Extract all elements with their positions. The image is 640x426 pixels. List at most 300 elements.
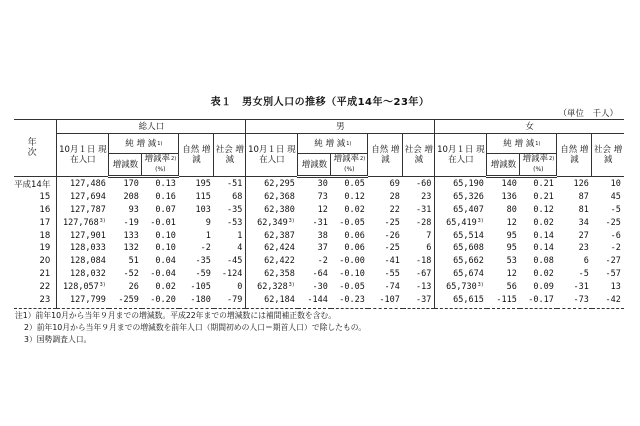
social-header [214, 134, 246, 177]
total-cell [109, 204, 142, 217]
total-value: -53 [226, 217, 243, 228]
natural-header [179, 134, 214, 177]
net-note: 1) [535, 140, 541, 147]
total-value: -51 [226, 178, 243, 189]
rate-header [520, 154, 557, 177]
year-header-label: 年 次 [27, 138, 58, 158]
total-value: -45 [226, 256, 243, 267]
total-cell [57, 242, 109, 255]
female-cell [435, 229, 487, 242]
census-note: 3) [99, 217, 106, 224]
male-cell [298, 280, 331, 293]
male-cell [298, 177, 331, 191]
social-label: 社会 増減 [404, 145, 433, 165]
count-label: 増減数 [301, 159, 328, 170]
group-label: 総人口 [138, 121, 165, 132]
total-cell [109, 280, 142, 293]
male-value: -13 [415, 281, 432, 292]
male-cell [246, 177, 298, 191]
male-value: -64 [312, 268, 328, 279]
male-value: 0.12 [344, 192, 365, 203]
male-cell [331, 255, 368, 268]
female-cell [520, 255, 557, 268]
total-cell [179, 191, 214, 204]
female-cell [520, 177, 557, 191]
year-cell: 23 [14, 293, 57, 308]
male-value: -26 [384, 230, 400, 241]
female-value: 65,419 [446, 217, 477, 228]
total-value: 1 [205, 230, 211, 241]
female-value: -6 [610, 230, 621, 241]
table-title: 表１ 男女別人口の推移（平成14年～23年） [210, 97, 430, 108]
female-value: -5 [578, 268, 589, 279]
year-cell: 22 [14, 280, 57, 293]
female-cell [557, 268, 592, 281]
female-value: 0.02 [533, 268, 554, 279]
total-cell [179, 229, 214, 242]
male-value: 0.06 [344, 243, 365, 254]
total-cell [214, 191, 246, 204]
female-cell [557, 204, 592, 217]
table-row [14, 229, 624, 242]
total-value: -0.01 [150, 217, 176, 228]
total-value: -19 [123, 217, 139, 228]
female-cell [487, 229, 520, 242]
female-value: -42 [605, 294, 621, 305]
female-cell [487, 255, 520, 268]
total-value: 128,057 [62, 281, 99, 292]
note-2: 2）前年10月から当年９月までの増減数を前年人口（期間初めの人口＝期首人口）で除したもの。 [24, 323, 367, 332]
total-value: 68 [232, 192, 243, 203]
unit-label: （単位 千人） [558, 109, 618, 119]
male-cell [246, 204, 298, 217]
female-value: 12 [506, 217, 517, 228]
female-cell [520, 293, 557, 308]
total-cell [214, 280, 246, 293]
male-cell [403, 293, 435, 308]
female-value: 0.12 [533, 204, 554, 215]
male-cell [403, 255, 435, 268]
total-cell [57, 177, 109, 191]
male-value: -2 [317, 256, 328, 267]
male-value: 62,368 [264, 192, 295, 203]
female-cell [520, 204, 557, 217]
female-value: 65,615 [453, 294, 484, 305]
male-cell [331, 293, 368, 308]
natural-label: 自然 増減 [182, 145, 211, 165]
total-value: 127,694 [70, 192, 106, 203]
rate-note: 2) [171, 156, 177, 162]
female-value: 0.14 [533, 243, 554, 254]
total-value: 127,799 [70, 294, 106, 305]
male-value: 62,387 [264, 230, 295, 241]
male-value: -18 [415, 256, 432, 267]
male-cell [403, 177, 435, 191]
total-value: 103 [195, 204, 211, 215]
male-value: 0.02 [344, 204, 365, 215]
total-value: -180 [190, 294, 211, 305]
net-label: 純 増 減 [125, 138, 157, 149]
male-cell [368, 280, 403, 293]
male-value: -37 [415, 294, 432, 305]
year-cell: 17 [14, 216, 57, 229]
table-row [14, 280, 624, 293]
male-cell [331, 280, 368, 293]
table-row [14, 216, 624, 229]
total-cell [142, 191, 179, 204]
female-cell [487, 216, 520, 229]
rate-label: 増減率 [144, 154, 171, 164]
male-value: -55 [384, 268, 400, 279]
male-value: -30 [312, 281, 328, 292]
female-value: 65,674 [453, 268, 484, 279]
group-header-male [246, 120, 435, 134]
total-cell [109, 268, 142, 281]
group-label: 男 [336, 121, 345, 132]
total-cell [142, 229, 179, 242]
male-cell [246, 255, 298, 268]
female-value: -27 [605, 256, 621, 267]
pop-header [57, 134, 109, 177]
count-header [109, 154, 142, 177]
natural-label: 自然 増減 [560, 145, 589, 165]
female-value: 0.09 [533, 281, 554, 292]
total-cell [57, 204, 109, 217]
female-cell [487, 242, 520, 255]
total-value: -259 [118, 294, 139, 305]
total-value: -0.20 [150, 294, 176, 305]
total-cell [214, 229, 246, 242]
male-cell [298, 204, 331, 217]
total-cell [109, 242, 142, 255]
year-cell: 21 [14, 268, 57, 281]
total-cell [57, 280, 109, 293]
female-cell [557, 280, 592, 293]
female-value: -115 [496, 294, 517, 305]
year-cell: 16 [14, 204, 57, 217]
female-cell [557, 242, 592, 255]
male-cell [368, 255, 403, 268]
male-cell [368, 204, 403, 217]
total-cell [142, 280, 179, 293]
male-cell [331, 242, 368, 255]
female-value: 65,730 [446, 281, 477, 292]
male-value: 0.05 [344, 179, 365, 190]
female-value: 65,190 [453, 178, 484, 189]
female-value: 0.21 [533, 179, 554, 190]
female-cell [592, 242, 624, 255]
pop-label: 10月１日 現在人口 [437, 145, 485, 165]
female-value: 65,608 [453, 243, 484, 254]
total-value: 0.16 [155, 192, 176, 203]
total-value: -35 [226, 204, 243, 215]
census-note: 3) [288, 217, 295, 224]
male-cell [298, 242, 331, 255]
male-cell [298, 293, 331, 308]
female-value: 12 [506, 268, 517, 279]
male-value: -0.10 [339, 268, 365, 279]
female-value: 10 [610, 178, 621, 189]
female-value: 0.02 [533, 217, 554, 228]
female-value: -25 [605, 217, 621, 228]
female-cell [557, 216, 592, 229]
total-cell [214, 242, 246, 255]
male-value: 62,424 [264, 243, 295, 254]
social-label: 社会 増減 [593, 145, 623, 165]
total-value: 0.13 [155, 179, 176, 190]
male-value: 62,184 [264, 294, 295, 305]
male-value: -60 [415, 178, 432, 189]
count-header [298, 154, 331, 177]
year-cell: 19 [14, 242, 57, 255]
rate-header [142, 154, 179, 177]
net-header [487, 134, 557, 154]
note-1: 注1）前年10月から当年９月までの増減数。平成22年までの増減数には補間補正数を含む。 [15, 311, 337, 320]
male-cell [331, 191, 368, 204]
total-cell [57, 293, 109, 308]
net-header [109, 134, 179, 154]
total-cell [179, 204, 214, 217]
female-cell [487, 268, 520, 281]
natural-header [557, 134, 592, 177]
male-value: 62,422 [264, 256, 295, 267]
total-value: 0.02 [155, 281, 176, 292]
year-header [14, 120, 57, 177]
male-cell [331, 204, 368, 217]
census-note: 3) [288, 281, 295, 288]
female-cell [557, 229, 592, 242]
total-value: -79 [226, 294, 243, 305]
female-value: -2 [610, 243, 621, 254]
total-value: -59 [195, 268, 211, 279]
female-cell [487, 293, 520, 308]
male-cell [368, 242, 403, 255]
female-cell [435, 293, 487, 308]
total-cell [142, 293, 179, 308]
total-cell [109, 293, 142, 308]
total-value: 127,768 [62, 217, 99, 228]
male-value: 37 [317, 243, 328, 254]
male-cell [403, 204, 435, 217]
male-value: -0.00 [339, 256, 365, 267]
female-cell [435, 216, 487, 229]
female-cell [592, 204, 624, 217]
female-value: 65,514 [453, 230, 484, 241]
female-value: 95 [506, 243, 517, 254]
year-cell: 平成14年 [14, 177, 57, 191]
total-value: 132 [123, 243, 139, 254]
male-value: 62,328 [257, 281, 288, 292]
female-cell [487, 177, 520, 191]
total-value: 133 [123, 230, 139, 241]
group-header-female [435, 120, 624, 134]
female-cell [520, 242, 557, 255]
male-cell [368, 268, 403, 281]
total-value: 0 [237, 281, 243, 292]
census-note: 3) [99, 281, 106, 288]
male-cell [246, 280, 298, 293]
male-value: -41 [384, 256, 400, 267]
social-label: 社会 増減 [215, 145, 244, 165]
footnotes [15, 310, 366, 346]
female-cell [592, 177, 624, 191]
male-cell [403, 216, 435, 229]
female-cell [487, 280, 520, 293]
total-cell [57, 268, 109, 281]
female-cell [592, 293, 624, 308]
table-row [14, 293, 624, 308]
female-cell [520, 280, 557, 293]
total-value: 0.04 [155, 256, 176, 267]
male-value: 7 [426, 230, 432, 241]
male-value: 12 [317, 204, 328, 215]
pop-label: 10月１日 現在人口 [59, 145, 107, 165]
note-3: 3）国勢調査人口。 [24, 335, 92, 344]
male-value: 62,349 [257, 217, 288, 228]
male-cell [403, 242, 435, 255]
female-value: 136 [501, 192, 517, 203]
total-value: 127,901 [70, 230, 106, 241]
male-value: 28 [389, 192, 400, 203]
total-value: 93 [128, 204, 139, 215]
total-value: 51 [128, 256, 139, 267]
male-value: 23 [421, 192, 432, 203]
net-note: 1) [346, 140, 352, 147]
natural-label: 自然 増減 [371, 145, 400, 165]
total-cell [179, 177, 214, 191]
male-cell [403, 191, 435, 204]
total-cell [57, 229, 109, 242]
female-cell [592, 268, 624, 281]
social-header [592, 134, 624, 177]
female-cell [435, 268, 487, 281]
male-value: 73 [317, 192, 328, 203]
total-value: 26 [128, 281, 139, 292]
female-cell [557, 255, 592, 268]
male-cell [246, 229, 298, 242]
female-cell [435, 280, 487, 293]
female-cell [557, 177, 592, 191]
male-cell [331, 229, 368, 242]
total-cell [109, 216, 142, 229]
female-value: 65,407 [453, 204, 484, 215]
male-cell [298, 255, 331, 268]
net-label: 純 増 減 [314, 138, 346, 149]
female-value: 0.21 [533, 192, 554, 203]
female-cell [592, 229, 624, 242]
total-value: 128,033 [70, 243, 106, 254]
net-label: 純 増 減 [503, 138, 535, 149]
total-cell [214, 268, 246, 281]
male-value: 62,358 [264, 268, 295, 279]
male-cell [368, 191, 403, 204]
total-cell [109, 177, 142, 191]
rate-unit: (%) [533, 166, 544, 173]
male-value: -31 [312, 217, 328, 228]
female-value: 87 [578, 192, 589, 203]
male-value: 62,380 [264, 204, 295, 215]
female-value: 126 [573, 178, 589, 189]
male-cell [246, 191, 298, 204]
total-cell [142, 204, 179, 217]
natural-header [368, 134, 403, 177]
male-cell [368, 216, 403, 229]
total-cell [179, 242, 214, 255]
total-cell [179, 255, 214, 268]
count-header [487, 154, 520, 177]
male-value: -107 [379, 294, 400, 305]
male-cell [403, 229, 435, 242]
male-value: 38 [317, 230, 328, 241]
total-value: 128,084 [70, 256, 106, 267]
male-cell [298, 268, 331, 281]
year-cell: 15 [14, 191, 57, 204]
total-cell [109, 255, 142, 268]
female-cell [592, 191, 624, 204]
total-cell [179, 268, 214, 281]
female-cell [592, 255, 624, 268]
rate-label: 増減率 [333, 154, 360, 164]
male-value: -144 [307, 294, 328, 305]
female-cell [557, 293, 592, 308]
female-value: -73 [573, 294, 589, 305]
female-value: 56 [506, 281, 517, 292]
male-cell [331, 268, 368, 281]
male-cell [298, 216, 331, 229]
total-value: -35 [195, 256, 211, 267]
total-value: -0.04 [150, 268, 176, 279]
female-cell [435, 242, 487, 255]
total-cell [179, 293, 214, 308]
total-value: 170 [123, 179, 139, 190]
total-value: 208 [123, 192, 139, 203]
table-row [14, 242, 624, 255]
count-label: 増減数 [490, 159, 517, 170]
female-cell [435, 255, 487, 268]
male-cell [403, 280, 435, 293]
group-header-total [57, 120, 246, 134]
male-value: -31 [415, 204, 432, 215]
count-label: 増減数 [112, 159, 139, 170]
pop-header [435, 134, 487, 177]
total-value: 1 [237, 230, 243, 241]
total-value: -52 [123, 268, 139, 279]
rate-note: 2) [360, 156, 366, 162]
total-cell [179, 216, 214, 229]
male-value: -67 [415, 268, 432, 279]
male-cell [246, 216, 298, 229]
male-cell [403, 268, 435, 281]
male-value: -25 [384, 243, 400, 254]
total-value: 0.10 [155, 230, 176, 241]
total-value: 0.07 [155, 204, 176, 215]
female-cell [487, 204, 520, 217]
male-cell [368, 293, 403, 308]
female-value: 27 [578, 230, 589, 241]
total-value: 9 [205, 217, 211, 228]
population-table [14, 119, 624, 309]
male-cell [368, 229, 403, 242]
total-cell [214, 255, 246, 268]
total-value: -2 [200, 243, 211, 254]
rate-note: 2) [549, 156, 555, 162]
net-header [298, 134, 368, 154]
year-cell: 18 [14, 229, 57, 242]
rate-header [331, 154, 368, 177]
female-cell [592, 216, 624, 229]
total-cell [57, 191, 109, 204]
male-value: 22 [389, 204, 400, 215]
